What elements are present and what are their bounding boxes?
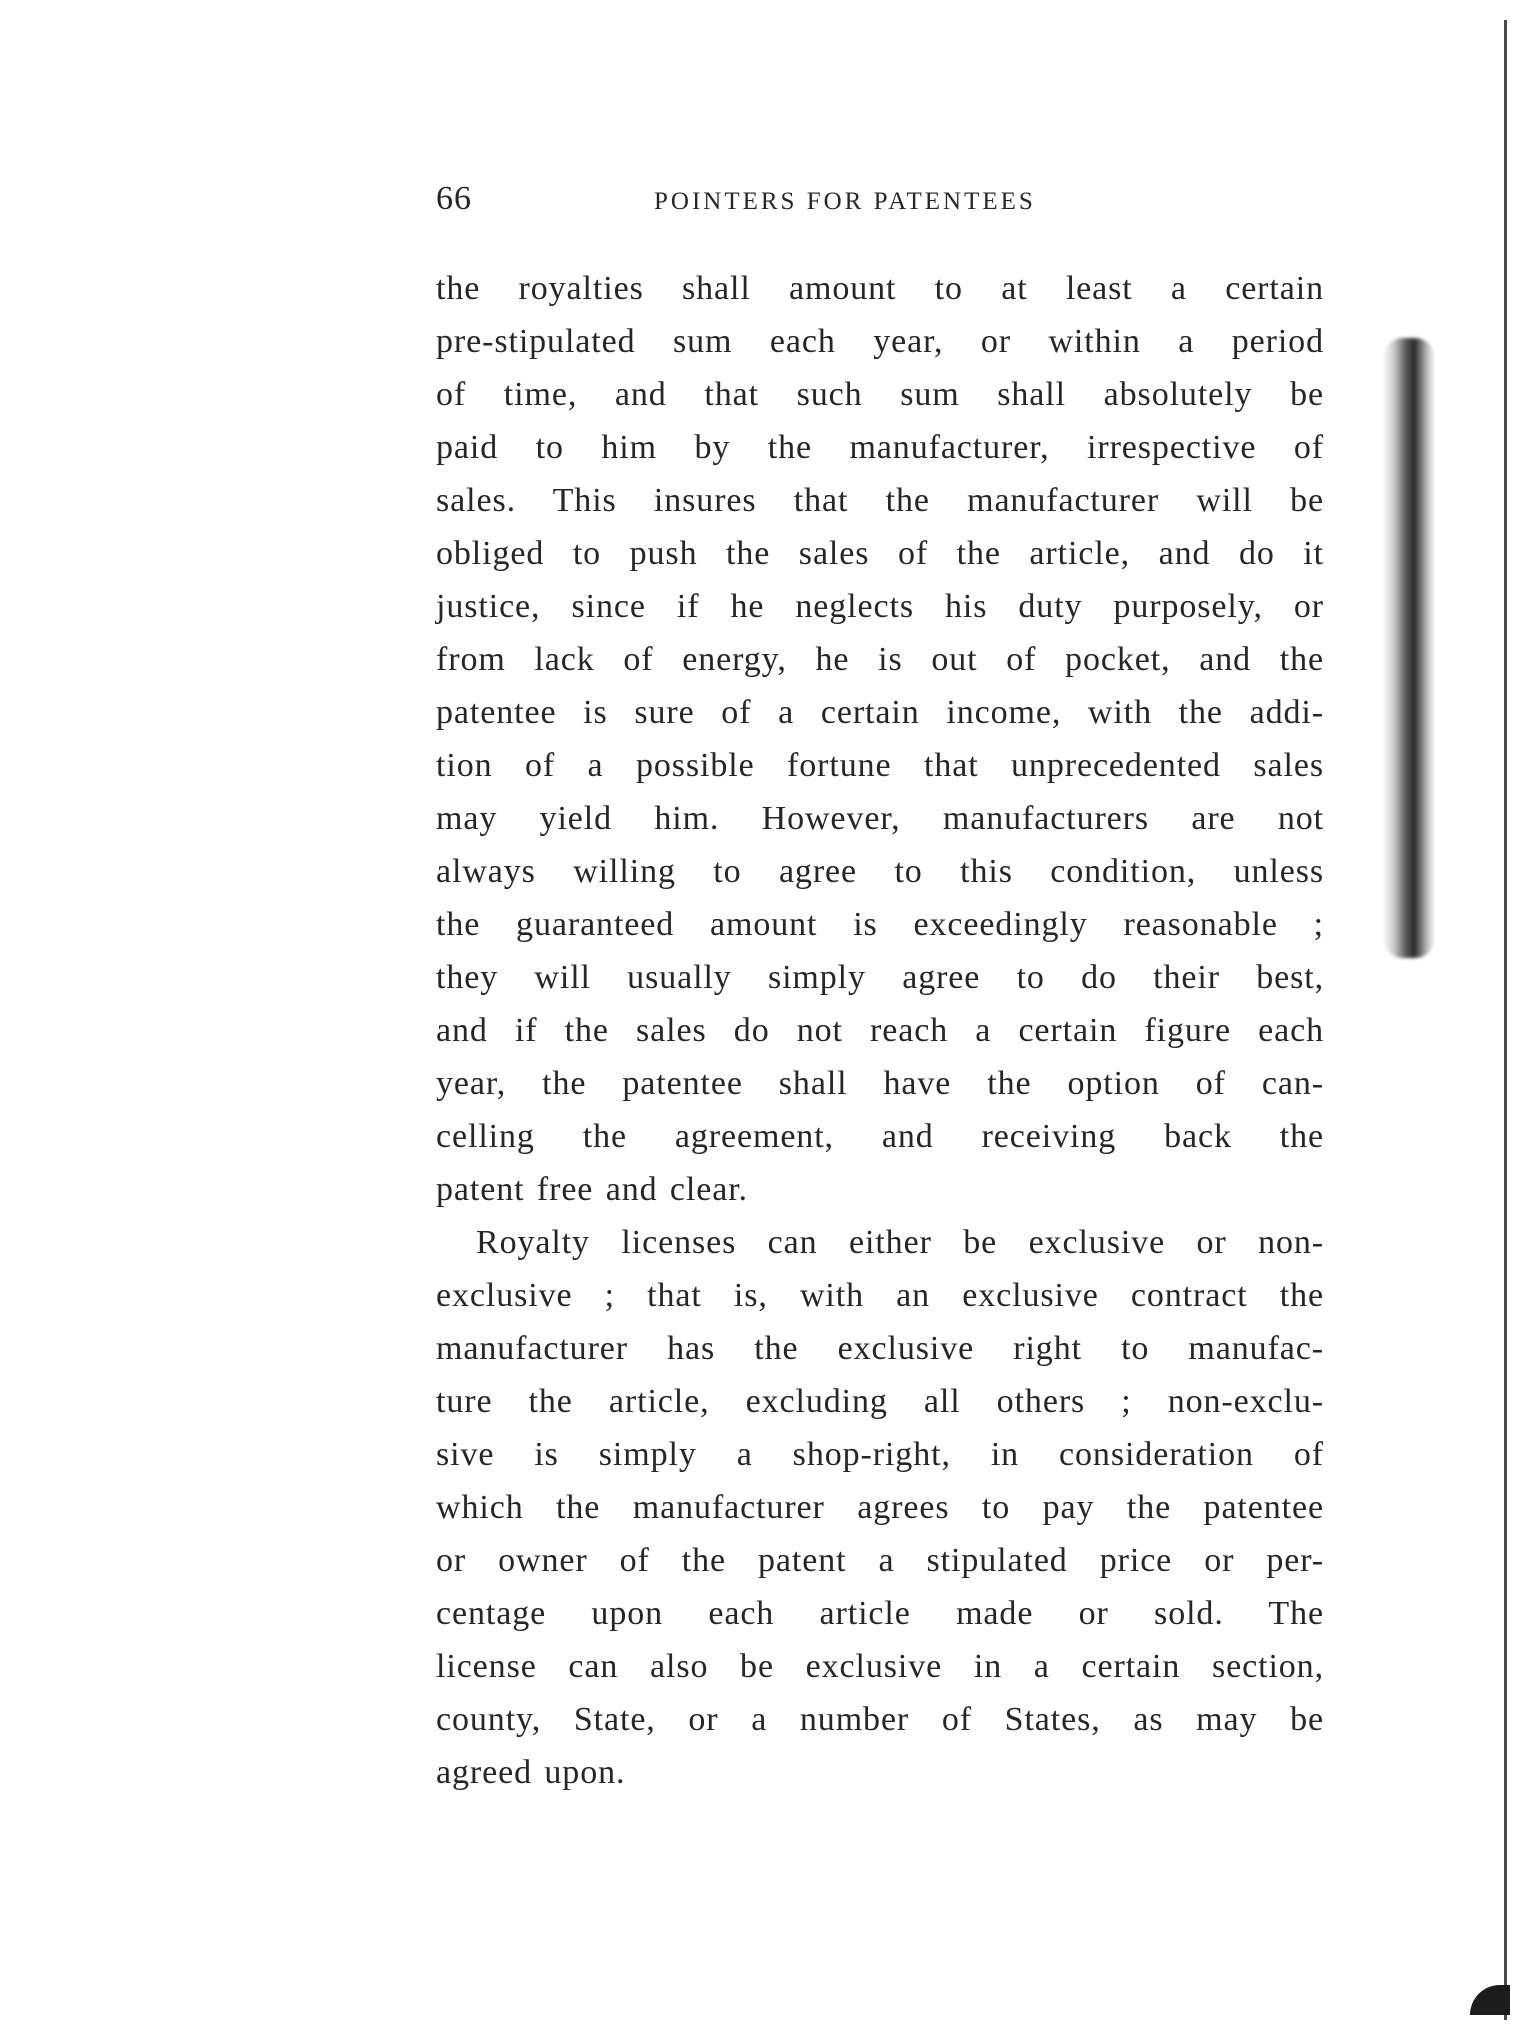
text-line: obliged to push the sales of the article, and do it xyxy=(436,535,1324,572)
text-line: justice, since if he neglects his duty purposely, or xyxy=(436,588,1324,625)
page-number: 66 xyxy=(436,180,472,217)
text-line: sales. This insures that the manufacturer will be xyxy=(436,482,1324,519)
paragraph-1 xyxy=(436,262,1324,1216)
text-line: from lack of energy, he is out of pocket, and the xyxy=(436,641,1324,678)
text-line: tion of a possible fortune that unprecedented sales xyxy=(436,747,1324,784)
text-line: which the manufacturer agrees to pay the patentee xyxy=(436,1489,1324,1526)
text-line: ture the article, excluding all others ; non-exclu- xyxy=(436,1383,1324,1420)
text-line: sive is simply a shop-right, in consideration of xyxy=(436,1436,1324,1473)
text-line: centage upon each article made or sold. The xyxy=(436,1595,1324,1632)
text-line: and if the sales do not reach a certain figure each xyxy=(436,1012,1324,1049)
text-line: Royalty licenses can either be exclusive or non- xyxy=(476,1224,1324,1261)
running-head: POINTERS FOR PATENTEES xyxy=(654,188,1036,215)
text-line: always willing to agree to this condition, unless xyxy=(436,853,1324,890)
text-line: or owner of the patent a stipulated price or per- xyxy=(436,1542,1324,1579)
text-line: manufacturer has the exclusive right to manufac- xyxy=(436,1330,1324,1367)
text-line: patent free and clear. xyxy=(436,1171,748,1208)
text-line: county, State, or a number of States, as may be xyxy=(436,1701,1324,1738)
text-line: license can also be exclusive in a certain section, xyxy=(436,1648,1324,1685)
text-line: of time, and that such sum shall absolutely be xyxy=(436,376,1324,413)
text-line: pre-stipulated sum each year, or within a period xyxy=(436,323,1324,360)
page-header xyxy=(436,180,1324,230)
body-text xyxy=(436,262,1324,1799)
text-line: agreed upon. xyxy=(436,1754,626,1791)
page-edge xyxy=(1504,20,1507,2020)
text-line: exclusive ; that is, with an exclusive contract the xyxy=(436,1277,1324,1314)
binding-shadow xyxy=(1383,338,1435,958)
text-line: the royalties shall amount to at least a certain xyxy=(436,270,1324,307)
text-line: paid to him by the manufacturer, irrespective of xyxy=(436,429,1324,466)
scan-corner-mark xyxy=(1470,1985,1510,2015)
text-line: they will usually simply agree to do their best, xyxy=(436,959,1324,996)
text-line: patentee is sure of a certain income, with the addi- xyxy=(436,694,1324,731)
text-line: year, the patentee shall have the option of can- xyxy=(436,1065,1324,1102)
paragraph-2 xyxy=(436,1216,1324,1799)
text-line: celling the agreement, and receiving back the xyxy=(436,1118,1324,1155)
text-line: the guaranteed amount is exceedingly reasonable ; xyxy=(436,906,1324,943)
text-line: may yield him. However, manufacturers are not xyxy=(436,800,1324,837)
